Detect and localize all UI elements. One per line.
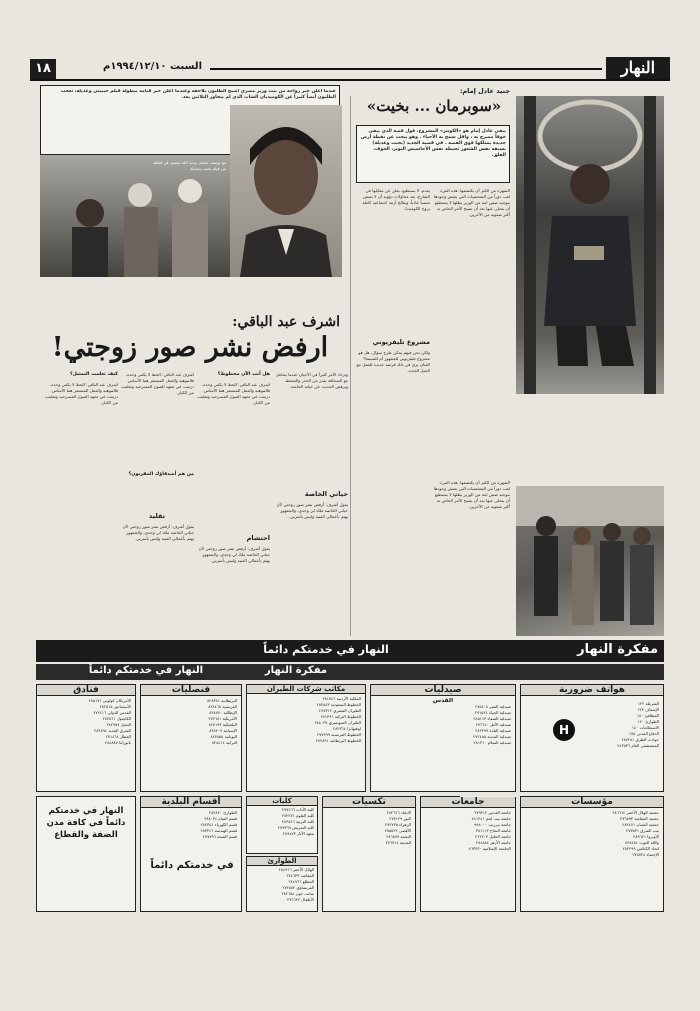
dir-line: المطار ٢٧١٤٦٤ <box>105 734 131 739</box>
page-number: ١٨ <box>35 61 51 76</box>
article-col-h: اشرف عبد الباقي: الحظ لا يكفي وحده، فالموهبة والعمل المستمر هما الأساس. درست في معهد الفنون المسرحية وتعلمت من الكبار. <box>44 382 118 406</box>
article-col-e: اشرف عبد الباقي: الحظ لا يكفي وحده، فالموهبة والعمل المستمر هما الأساس. درست في معهد الفنون المسرحية وتعلمت من الكبار. <box>196 382 270 406</box>
dir-line: الشرق الجديد ٢٨٢٨٩٤ <box>94 728 131 733</box>
article-kicker: جنيد عادل إمام: <box>459 87 510 95</box>
article-col-g2: يقول أشرف: أرفض نشر صور زوجتي لأن حياتي الخاصة ملك لي وحدي، والجمهور يهتم بأعمالي الفنية وليس بأسرتي. <box>122 524 194 542</box>
dir-line: الأونروا ٢٨٩٦٢١ <box>633 834 659 839</box>
dir-lines <box>589 701 659 749</box>
dir-line: الخطوط الفرنسية ٢٧٧٣٩٩ <box>317 732 361 737</box>
dir-line: الإيطالية ٨٢٨٧٧٠ <box>209 710 237 715</box>
dir-line: كلية التربية ٢٨٣٨٤٦ <box>281 819 314 824</box>
dir-line: الخطوط التركية ٢٨١٣٩٦ <box>320 714 361 719</box>
dir-line: جامعة الأزهر ٢٨٤٨٨٤ <box>476 840 511 845</box>
dir-line: النجمة ٢٨٦٨٧٩ <box>386 834 411 839</box>
dir-line: الأطفال ٢٧٦٦٢٢ <box>287 897 314 902</box>
article-subtitle-box: يبقى عادل إمام هو «الكونتز» المشروع، فول قصة الذي يبقى خوفاً مصرح به ، واقل سمح به الأحياء . وهو يبحث عن نقطة أرض جديدة يمتلكها فوق القصة . في قضية الجديد (بخيت وعديلة) بسبقه نفس الشعور تحيطه نفس الأحاسيس التوتر، الخوف، القلق. <box>356 125 510 183</box>
dir-line: الخطوط السعودية ٢٨٢٥٤٣ <box>316 702 361 707</box>
dir-line: قسم الصحة ٢٨٧٧٩٦ <box>202 834 237 839</box>
column-divider <box>350 96 351 636</box>
lower-byline: اشرف عبد الباقي: <box>232 314 340 330</box>
dir-title: الطوارئ <box>247 857 317 866</box>
dir-line: البريطانية ٨٢٨٣٨١ <box>207 698 237 703</box>
dir-line: لوفتهانزا ٢٨٢٣٦٤ <box>332 726 361 731</box>
dir-line: بانوراما ٢٨٤٨٨٧ <box>104 740 131 745</box>
dir-line: صيدلية الأمل ٢٧٦٦٤٠ <box>475 722 511 727</box>
dir-line: الإسعاف ١٢٣ <box>637 707 659 712</box>
dir-emergency-phones <box>520 684 664 792</box>
lower-intro-text: عندما أعلن خبر زواجه من بنت وزير مصري أصبح الطليون يلاحقه وعندما أعلن خبر قيامه ببطولة فيلم حبيبتي وعديلة، تعجب الطليون أيضاً كثيراً عن الكوميديان الشاب الذي لم يتجاوز الثلاثين بعد. <box>60 89 336 101</box>
dir-line: الدفاع المدني ١٧٥ <box>628 731 659 736</box>
dir-line: الهلال الأحمر ٢٨٤٩٦٦ <box>278 867 314 872</box>
dir-line: البلجيكية ٨٢٨١٩٣ <box>208 722 237 727</box>
dir-line: الفرنساوي ٢٧٢٥٨٢ <box>282 885 314 890</box>
photo-adel-imam-throne <box>516 96 664 394</box>
dir-line: كلية العلوم ٢٨٢٢٧١ <box>281 813 314 818</box>
page-header <box>30 57 670 81</box>
promo-mid: في خدمتكم دائماً <box>150 860 234 871</box>
dir-line: جامعة النجاح ٣٨١١١٣ <box>475 828 511 833</box>
dir-line: جمعية الشبان ٢٨٢٤٧١ <box>622 822 659 827</box>
dir-line: صيدلية الحياة ٢٧١٥٢٤ <box>474 710 511 715</box>
dir-line: النور ٢٧٧١٢٩ <box>389 816 411 821</box>
dir-title: مكاتب شركات الطيران <box>247 685 365 694</box>
dir-line: المدينة ٢٧٦٧١٤ <box>385 840 411 845</box>
dir-line: الخطوط البريطانية ٢٨٢٨٩١ <box>315 738 361 743</box>
article-col-g: اشرف عبد الباقي: الحظ لا يكفي وحده، فالموهبة والعمل المستمر هما الأساس. درست في معهد الفنون المسرحية وتعلمت من الكبار. <box>120 372 194 396</box>
article-col-d2: يقول أشرف: أرفض نشر صور زوجتي لأن حياتي الخاصة ملك لي وحدي، والجمهور يهتم بأعمالي الفنية وليس بأسرتي. <box>276 502 348 520</box>
dir-title: أقسام البلدية <box>141 797 241 808</box>
photo-street-scene <box>516 486 664 636</box>
lower-story-columns <box>40 372 350 634</box>
article-col-d: وتزداد الأمر كثيراً في الأحيان عندما يتعامل مع الصحافة بقدر من الحذر والتحفظ، ويرفض الحديث عن حياته الخاصة. <box>275 372 348 390</box>
dir-title: تكسيات <box>323 797 415 808</box>
col-heading-imitation: تقليد <box>148 512 166 520</box>
dir-line: الطوارئ ٢٨٢٨٢٠ <box>208 810 237 815</box>
dir-line: الطيران المصري ٢٨٧٣١٢ <box>319 708 361 713</box>
dir-emergency <box>246 856 318 912</box>
dir-line: قسم الكهرباء ٢٨٢٣٥١ <box>200 822 237 827</box>
dir-title: صيدليات <box>371 685 515 696</box>
newspaper-logo: النهار <box>606 57 670 79</box>
dir-line: جامعة بيرزيت ٩٩٨٠٠٠ <box>474 822 511 827</box>
dir-airlines <box>246 684 366 792</box>
dir-line: الزهراء ٢٧٢٧٣٥ <box>384 822 411 827</box>
dir-institutions <box>520 796 664 912</box>
q-learning: كيف تعلمت التمثيل؟ <box>69 372 118 377</box>
article-col-e-right: الشهرة من الكنز أن يكتشفها. هذه المرة لعب دوراً من الشخصيات التي يعيش وجودها بتوجيه ضمن ابنه من الوزير بطلها لا يستطيع أن يتخلى عنها بعد أن يصبح الأمر الخاص به أكثر صعوبة من الآخرين. <box>434 480 510 510</box>
dir-line: القدس الدولي ٢٧٢٤١٦ <box>93 710 131 715</box>
directory-banner <box>36 640 664 662</box>
dir-line: سانت جون ٢٨٢٦٥٤ <box>281 891 314 896</box>
dir-line: معهد الآثار ٢٨٩٤٧٣ <box>282 831 314 836</box>
dir-line: الأمبسادور ٢٨٢٥١٥ <box>99 704 131 709</box>
dir-line: الكابيتول ٢٨٢٥٦١ <box>102 716 131 721</box>
dir-line: بيت الشرق ٢٧٣٥٣١ <box>626 828 659 833</box>
banner-right: مفكرة النهار <box>577 642 658 657</box>
dir-line: الشرطة ١٢٢ <box>637 701 659 706</box>
dir-universities <box>420 796 516 912</box>
photo-caption: مع يوسف شعبان وعبد الله محمود في لقطة من فيلم بخيت وعديلة <box>153 160 226 172</box>
header-rule <box>210 68 602 70</box>
banner-left: النهار في خدمتكم دائماً <box>263 643 389 656</box>
article-title: «سوبرمان ... بخيت» <box>366 97 502 115</box>
dir-title: مؤسسات <box>521 797 663 808</box>
issue-date: السبت ١٩٩٤/١٢/١٠م <box>103 61 202 72</box>
dir-line: الإحصاء ٢٧٨٧٢٤ <box>632 852 659 857</box>
portrait-illustration <box>230 105 342 277</box>
dir-line: المستشفى العام ٢٤٣٥٣٦ <box>617 743 659 748</box>
photo-portrait <box>230 105 342 277</box>
dir-line: النخيل ٢٨٢٩٥٧ <box>106 722 131 727</box>
q-lucky: هل أنت الآن محظوظ؟ <box>217 372 270 377</box>
dir-municipality <box>140 796 242 912</box>
dir-line: صيدلية النصر ٢٧٥٤٠٨ <box>475 704 511 709</box>
dir-consulates <box>140 684 242 792</box>
dir-line: وكالة الغوث ٨٢٨٤٥١ <box>625 840 659 845</box>
q-friends: من هم أصدقاؤك المقربون؟ <box>128 472 194 477</box>
dir-line: كلية الآداب ٢٧٧٤٦٦ <box>281 807 314 812</box>
dir-line: جمعية المقاصد ٢٧٦٥٩٣ <box>620 816 659 821</box>
banner-left-2: النهار في خدمتكم دائماً <box>88 665 204 676</box>
dir-hotels <box>36 684 136 792</box>
dir-line: الاستعلامات ١٤٠ <box>631 725 659 730</box>
dir-line: جامعة بيت لحم ٧٤١٢٤١ <box>471 816 511 821</box>
dir-pharmacies <box>370 684 516 792</box>
dir-line: اتحاد الكنائس ٢٨٢٢٩٩ <box>622 846 659 851</box>
dir-taxis-box <box>322 796 416 912</box>
dir-line: الفرنسية ٨٢٨٤٦٨ <box>208 704 237 709</box>
promo-left-box <box>36 796 136 912</box>
article-col-c: ولكن نحن فيهم يمكن طرح سؤال، هل هو مشروع تليفزيوني للجمهور أم للسينما؟ الفنان يرى في ذلك فرصة جديدة للعمل مع الجيل الجديد. <box>356 350 430 374</box>
banner-mid: مفكرة النهار <box>264 665 328 676</box>
directory-banner-2 <box>36 664 664 680</box>
dir-line: الجامعة الإسلامية ٨٦٣٧٣٠ <box>468 846 511 851</box>
dir-line: المطافئ ١٨٠ <box>636 713 659 718</box>
dir-line: قسم المياه ٢٨٨٠٣٤ <box>204 816 237 821</box>
dir-title: فنادق <box>37 685 135 696</box>
dir-title: هواتف ضرورية <box>521 685 663 696</box>
dir-line: صيدلية البلدة ٢٨٢٣٩٧ <box>475 728 511 733</box>
dir-line: الأمريكية ٢٧٢٦٨١ <box>208 716 237 721</box>
dir-line: حوادث الطرق ٢٨٧٢٨١ <box>621 737 659 742</box>
dir-line: جامعة القدس ٢٧٩٣١٢ <box>474 810 511 815</box>
dir-title: جامعات <box>421 797 515 808</box>
dir-line: الطيران السويسري ٢٨٨٠٣٧ <box>314 720 361 725</box>
section-heading-tv: مشروع تليفزيوني <box>372 338 430 346</box>
dir-line: الأمريكان كولوني ٢٨٥١٧١ <box>88 698 131 703</box>
dir-line: الملكية الأردنية ٢٨١٧٤٦ <box>322 696 361 701</box>
street-figures-illustration <box>516 486 664 636</box>
dir-title: كليات <box>247 797 317 806</box>
dir-line: الأقصى ٢٨٥٥٢٢ <box>384 828 411 833</box>
dir-line: صيدلية المدينة ٢٧٢٤٥٥ <box>473 734 511 739</box>
promo-left: النهار في خدمتكم دائماً في كافة مدن الضفة والقطاع <box>46 806 126 840</box>
dir-line: الطوارئ ١٢٠ <box>637 719 659 724</box>
dir-line: المطلع ٢٨٤٩٦٦ <box>288 879 314 884</box>
col-heading-private-life: حياتي الخاصة <box>304 490 348 498</box>
article-col-e2: يقول أشرف: أرفض نشر صور زوجتي لأن حياتي الخاصة ملك لي وحدي، والجمهور يهتم بأعمالي الفنية وليس بأسرتي. <box>198 546 270 564</box>
dir-colleges <box>246 796 318 854</box>
dir-line: الإسبانية ٨٢٨٢٠٧ <box>209 728 237 733</box>
dir-line: صيدلية السلام ٢٨١٣١٠ <box>473 740 511 745</box>
dir-taxis <box>460 796 516 797</box>
dir-line: المقاصد ٢٧٤٦٣٣ <box>286 873 314 878</box>
dir-line: الاتحاد ٢٨٢٦٢٦ <box>386 810 411 815</box>
hospital-plus-icon: H <box>553 719 575 741</box>
dir-line: كلية التمريض ٢٧٩٣٦٩ <box>277 825 314 830</box>
dir-line: قسم الهندسة ٢٨٣٢٤٦ <box>200 828 237 833</box>
dir-line: صيدلية الشفاء ٢٨٥١١٣ <box>473 716 511 721</box>
page-number-box <box>30 59 56 79</box>
dir-line: القدس <box>432 698 454 704</box>
dir-line: اليونانية ٨٢٧٨٥٥ <box>210 734 237 739</box>
dir-line: جمعية الهلال الأحمر ٢٨٦٦١٢ <box>612 810 659 815</box>
article-col-b: يقدم، لا يستطيع، يعلن عن مقابلها في الشارع، بعد محاولات دؤوبة أن لا يعيش منصباً عادياً، ويعالج أزمة اجتماعية كاملة بروح الكوميديا. <box>362 188 430 212</box>
throne-figure-illustration <box>516 96 664 394</box>
dir-line: جامعة الخليل ٢٢٢٢٠٣ <box>475 834 511 839</box>
article-col-a: الشهرة من الكنز أن يكتشفها. هذه المرة لعب دوراً من الشخصيات التي يعيش وجودها بتوجيه ضمن ابنه من الوزير بطلها لا يستطيع أن يتخلى عنها بعد أن يصبح الأمر الخاص به أكثر صعوبة من الآخرين. <box>434 188 510 218</box>
col-heading-modesty: احتشام <box>246 534 270 542</box>
dir-line: التركية ٨٢٨٤١٤ <box>211 740 237 745</box>
lower-title: ارفض نشر صور زوجتي! <box>51 332 329 363</box>
dir-title: قنصليات <box>141 685 241 696</box>
